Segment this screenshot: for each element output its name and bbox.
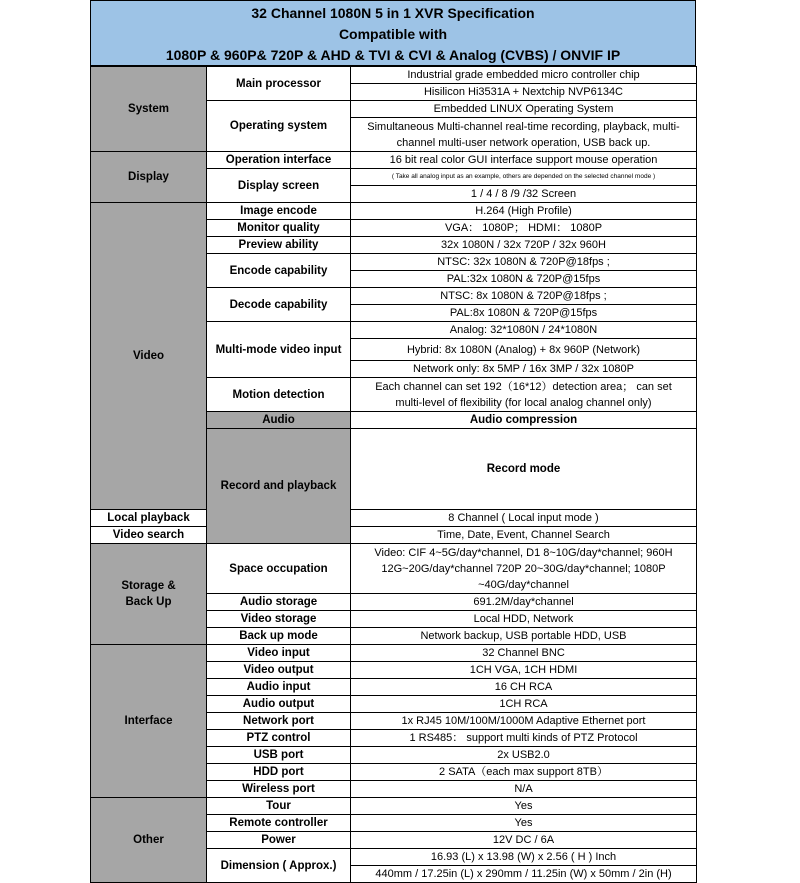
spec-row (91, 203, 697, 220)
spec-value: Hybrid: 8x 1080N (Analog) + 8x 960P (Network) (351, 339, 697, 361)
spec-value: Network backup, USB portable HDD, USB (351, 628, 697, 645)
spec-feature: Local playback (91, 510, 207, 527)
spec-feature: Wireless port (207, 781, 351, 798)
spec-feature: Video storage (207, 611, 351, 628)
spec-value: Industrial grade embedded micro controller chip (351, 67, 697, 84)
spec-value: N/A (351, 781, 697, 798)
spec-feature: Space occupation (207, 544, 351, 594)
spec-feature: Multi-mode video input (207, 322, 351, 378)
spec-row (91, 510, 697, 527)
spec-category: Other (91, 798, 207, 883)
spec-value: 691.2M/day*channel (351, 594, 697, 611)
spec-title: 32 Channel 1080N 5 in 1 XVR Specification (251, 5, 535, 21)
spec-header (90, 0, 696, 66)
spec-value: 32 Channel BNC (351, 645, 697, 662)
spec-row (91, 527, 697, 544)
spec-category: Interface (91, 645, 207, 798)
spec-category: Audio (207, 412, 351, 429)
spec-feature: PTZ control (207, 730, 351, 747)
spec-value: VGA： 1080P； HDMI： 1080P (351, 220, 697, 237)
spec-feature: Operating system (207, 101, 351, 152)
spec-value: NTSC: 8x 1080N & 720P@18fps ; (351, 288, 697, 305)
spec-value: 2x USB2.0 (351, 747, 697, 764)
spec-feature: Image encode (207, 203, 351, 220)
spec-feature: Audio storage (207, 594, 351, 611)
spec-feature: Power (207, 832, 351, 849)
spec-feature: Main processor (207, 67, 351, 101)
spec-row (91, 645, 697, 662)
spec-value: Analog: 32*1080N / 24*1080N (351, 322, 697, 339)
spec-value: Video: CIF 4~5G/day*channel, D1 8~10G/day*channel; 960H 12G~20G/day*channel 720P 20~30G/day*channel; 1080P ~40G/day*channel (351, 544, 697, 594)
spec-value: Embedded LINUX Operating System (351, 101, 697, 118)
spec-row (91, 152, 697, 169)
spec-category: System (91, 67, 207, 152)
spec-value: 16 CH RCA (351, 679, 697, 696)
spec-value: 1x RJ45 10M/100M/1000M Adaptive Ethernet port (351, 713, 697, 730)
spec-feature: Audio input (207, 679, 351, 696)
spec-feature: Record mode (351, 429, 697, 510)
spec-feature: Encode capability (207, 254, 351, 288)
spec-value: 1CH RCA (351, 696, 697, 713)
spec-value: 1 RS485： support multi kinds of PTZ Protocol (351, 730, 697, 747)
spec-feature: HDD port (207, 764, 351, 781)
spec-value: H.264 (High Profile) (351, 203, 697, 220)
spec-value: PAL:32x 1080N & 720P@15fps (351, 271, 697, 288)
spec-value: 8 Channel ( Local input mode ) (351, 510, 697, 527)
spec-feature: Back up mode (207, 628, 351, 645)
spec-value: 1CH VGA, 1CH HDMI (351, 662, 697, 679)
spec-category: Display (91, 152, 207, 203)
spec-value: 16 bit real color GUI interface support mouse operation (351, 152, 697, 169)
spec-feature: Operation interface (207, 152, 351, 169)
spec-value: PAL:8x 1080N & 720P@15fps (351, 305, 697, 322)
spec-value: 1 / 4 / 8 /9 /32 Screen (351, 186, 697, 203)
spec-subtitle: Compatible with (338, 26, 448, 42)
spec-value: Yes (351, 798, 697, 815)
spec-value: Simultaneous Multi-channel real-time recording, playback, multi-channel multi-user network operation, USB back up. (351, 118, 697, 152)
spec-category: Storage & Back Up (91, 544, 207, 645)
spec-feature: Tour (207, 798, 351, 815)
spec-table (90, 66, 697, 883)
spec-feature: Remote controller (207, 815, 351, 832)
spec-value: 12V DC / 6A (351, 832, 697, 849)
spec-feature: Display screen (207, 169, 351, 203)
spec-value: Network only: 8x 5MP / 16x 3MP / 32x 1080P (351, 361, 697, 378)
spec-feature: Network port (207, 713, 351, 730)
spec-value: NTSC: 32x 1080N & 720P@18fps ; (351, 254, 697, 271)
spec-value: Yes (351, 815, 697, 832)
spec-row (91, 67, 697, 84)
spec-feature: Preview ability (207, 237, 351, 254)
spec-feature: Monitor quality (207, 220, 351, 237)
spec-value: Time, Date, Event, Channel Search (351, 527, 697, 544)
spec-value: Each channel can set 192（16*12）detection area； can set multi-level of flexibility (for local analog channel only) (351, 378, 697, 412)
spec-feature: Motion detection (207, 378, 351, 412)
spec-value: 440mm / 17.25in (L) x 290mm / 11.25in (W) x 50mm / 2in (H) (351, 866, 697, 883)
spec-value: Hisilicon Hi3531A + Nextchip NVP6134C (351, 84, 697, 101)
spec-feature: Dimension ( Approx.) (207, 849, 351, 883)
spec-row (91, 798, 697, 815)
spec-value: ( Take all analog input as an example, others are depended on the selected channel mode ) (351, 169, 697, 186)
spec-value: 32x 1080N / 32x 720P / 32x 960H (351, 237, 697, 254)
spec-feature: Video input (207, 645, 351, 662)
spec-compatibility: 1080P & 960P& 720P & AHD & TVI & CVI & Analog (CVBS) / ONVIF IP (165, 47, 621, 63)
spec-value: 16.93 (L) x 13.98 (W) x 2.56 ( H ) Inch (351, 849, 697, 866)
spec-feature: Decode capability (207, 288, 351, 322)
spec-feature: Video output (207, 662, 351, 679)
spec-value: 2 SATA（each max support 8TB） (351, 764, 697, 781)
spec-feature: Audio output (207, 696, 351, 713)
spec-row (91, 544, 697, 594)
spec-feature: Video search (91, 527, 207, 544)
spec-category: Video (91, 203, 207, 510)
spec-category: Record and playback (207, 429, 351, 544)
spec-feature: Audio compression (351, 412, 697, 429)
spec-value: Local HDD, Network (351, 611, 697, 628)
spec-feature: USB port (207, 747, 351, 764)
